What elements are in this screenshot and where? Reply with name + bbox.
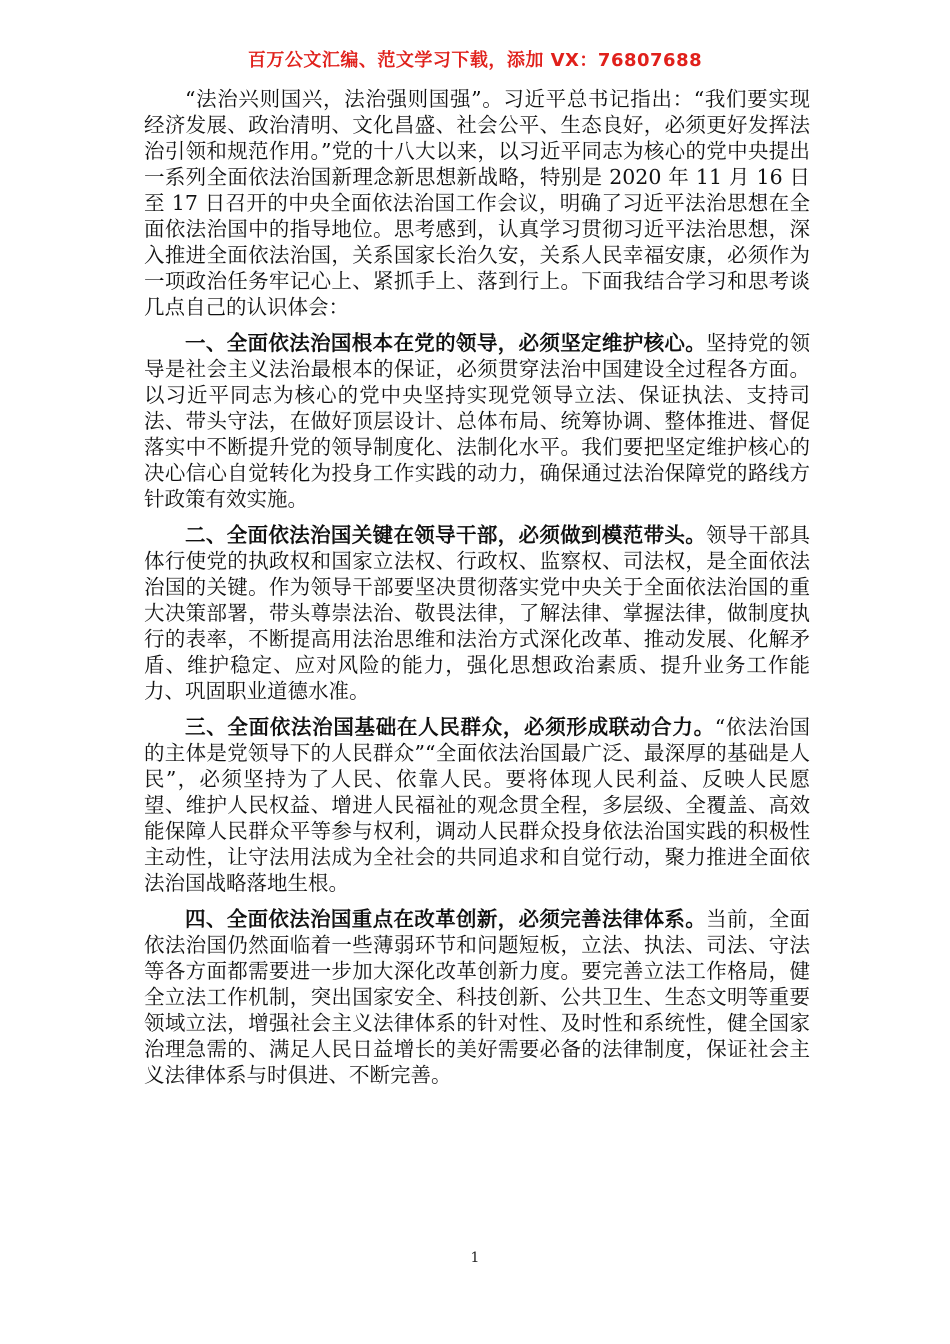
paragraph-lead: 四、全面依法治国重点在改革创新，必须完善法律体系。 bbox=[185, 907, 707, 931]
paragraph-intro bbox=[144, 86, 810, 320]
page-number: 1 bbox=[470, 1250, 480, 1266]
paragraph-point-3 bbox=[144, 714, 810, 896]
paragraph-point-1 bbox=[144, 330, 810, 512]
paragraph-text: 领导干部具体行使党的执政权和国家立法权、行政权、监察权、司法权，是全面依法治国的关键。作为领导干部要坚决贯彻落实党中央关于全面依法治国的重大决策部署，带头尊崇法治、敬畏法律，了解法律、掌握法律，做制度执行的表率，不断提高用法治思维和法治方式深化改革、推动发展、化解矛盾、维护稳定、应对风险的能力，强化思想政治素质、提升业务工作能力、巩固职业道德水准。 bbox=[144, 523, 811, 703]
paragraph-text: “依法治国的主体是党领导下的人民群众”“全面依法治国最广泛、最深厚的基础是人民”，必须坚持为了人民、依靠人民。要将体现人民利益、反映人民愿望、维护人民权益、增进人民福祉的观念贯全程，多层级、全覆盖、高效能保障人民群众平等参与权利，调动人民群众投身依法治国实践的积极性主动性，让守法用法成为全社会的共同追求和自觉行动，聚力推进全面依法治国战略落地生根。 bbox=[144, 715, 811, 895]
paragraph-text: 当前，全面依法治国仍然面临着一些薄弱环节和问题短板，立法、执法、司法、守法等各方面都需要进一步加大深化改革创新力度。要完善立法工作格局，健全立法工作机制，突出国家安全、科技创新、公共卫生、生态文明等重要领域立法，增强社会主义法律体系的针对性、及时性和系统性，健全国家治理急需的、满足人民日益增长的美好需要必备的法律制度，保证社会主义法律体系与时俱进、不断完善。 bbox=[144, 907, 811, 1087]
paragraph-text: 坚持党的领导是社会主义法治最根本的保证，必须贯穿法治中国建设全过程各方面。以习近平同志为核心的党中央坚持实现党领导立法、保证执法、支持司法、带头守法，在做好顶层设计、总体布局、统筹协调、整体推进、督促落实中不断提升党的领导制度化、法制化水平。我们要把坚定维护核心的决心信心自觉转化为投身工作实践的动力，确保通过法治保障党的路线方针政策有效实施。 bbox=[144, 331, 811, 511]
paragraph-text: “法治兴则国兴，法治强则国强”。习近平总书记指出：“我们要实现经济发展、政治清明、文化昌盛、社会公平、生态良好，必须更好发挥法治引领和规范作用。”党的十八大以来，以习近平同志为核心的党中央提出一系列全面依法治国新理念新思想新战略，特别是 2020 年 11 月 16 日至 17 日召开的中央全面依法治国工作会议，明确了习近平法治思想在全面依法治国中的指导地位。思考感到，认真学习贯彻习近平法治思想，深入推进全面依法治国，关系国家长治久安，关系人民幸福安康，必须作为一项政治任务牢记心上、紧抓手上、落到行上。下面我结合学习和思考谈几点自己的认识体会： bbox=[144, 87, 810, 319]
paragraph-point-4 bbox=[144, 906, 810, 1088]
paragraph-lead: 一、全面依法治国根本在党的领导，必须坚定维护核心。 bbox=[185, 331, 707, 355]
paragraph-lead: 二、全面依法治国关键在领导干部，必须做到模范带头。 bbox=[185, 523, 707, 547]
document-body bbox=[144, 86, 810, 1098]
paragraph-point-2 bbox=[144, 522, 810, 704]
paragraph-lead: 三、全面依法治国基础在人民群众，必须形成联动合力。 bbox=[185, 715, 715, 739]
header-banner: 百万公文汇编、范文学习下载，添加 VX：76807688 bbox=[247, 50, 703, 71]
